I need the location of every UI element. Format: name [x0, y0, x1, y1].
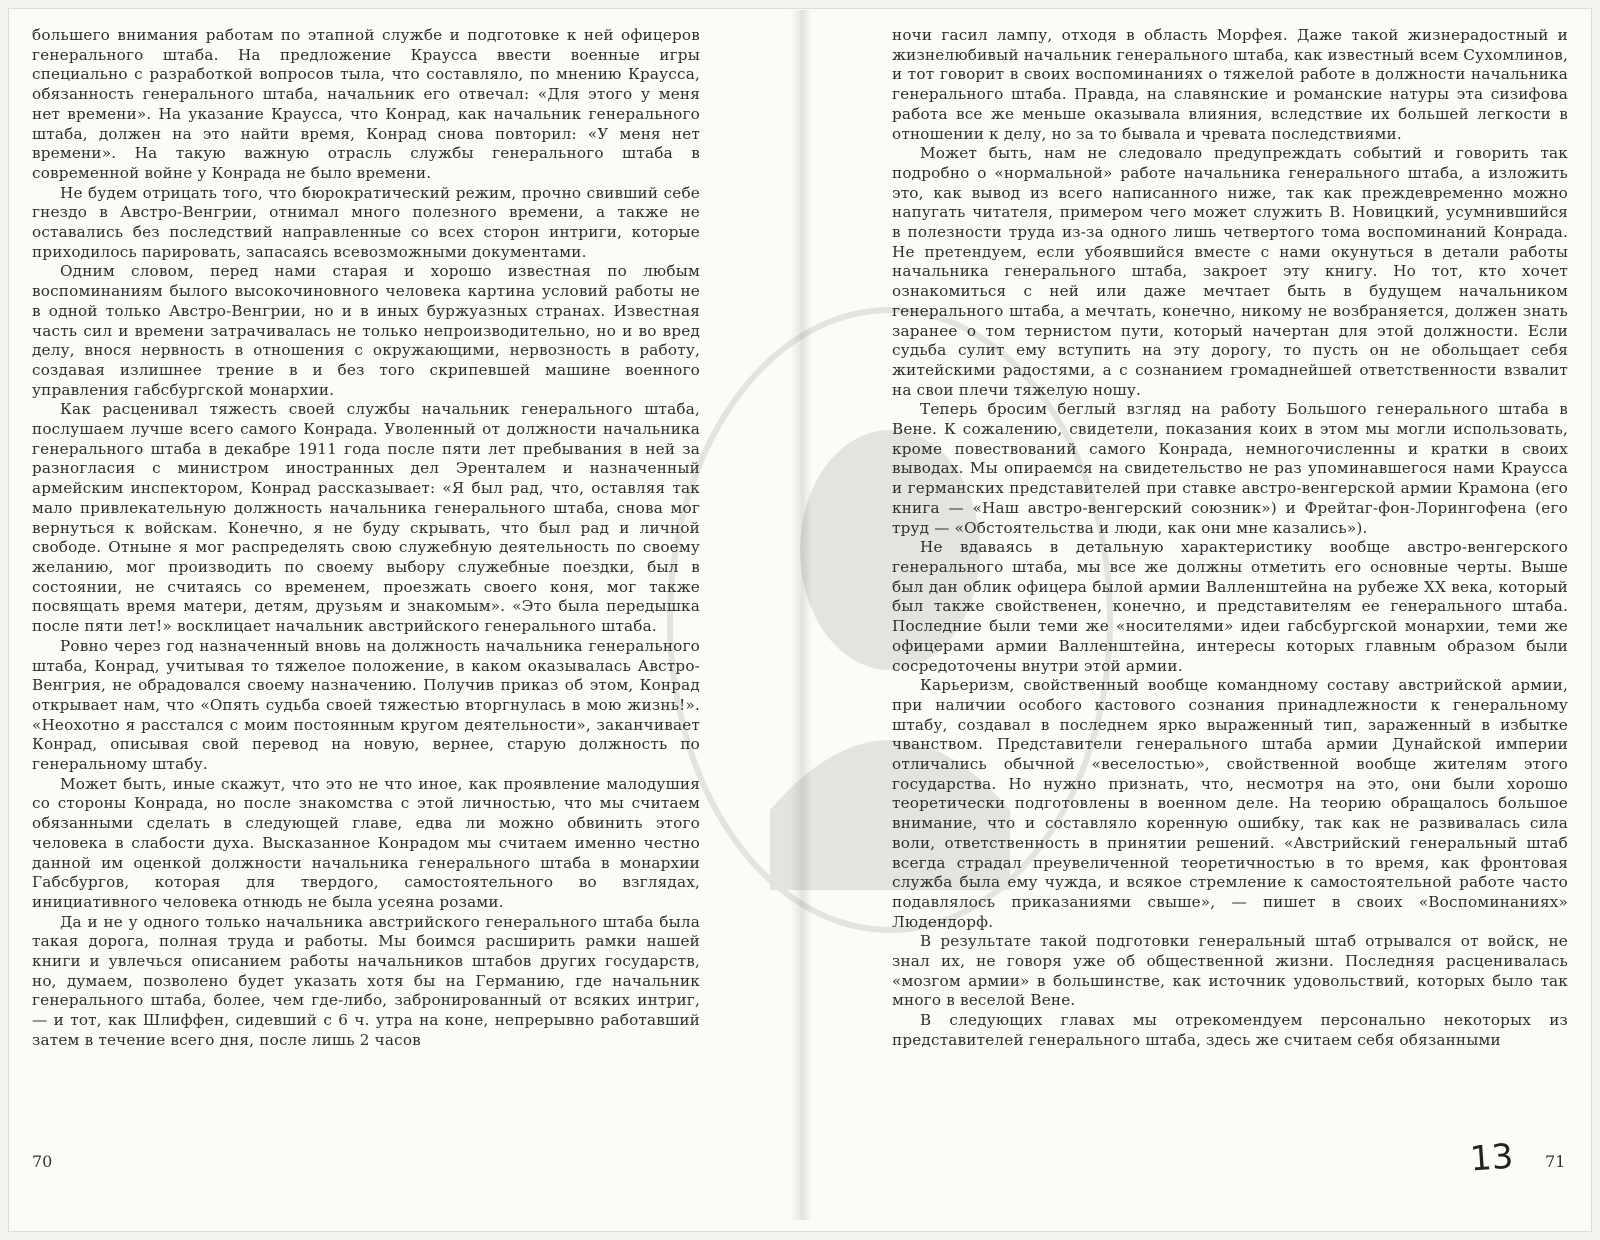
paragraph: Карьеризм, свойственный вообще командному составу австрийской армии, при наличии особого кастового сознания принадлежности к генеральному штабу, создавал в последнем ярко выраженный тип, зараженный в избытке чванством. Представители генерального штаба армии Дунайской империи отличались обычной «веселостью», свойственной вообще жителям этого государства. Но нужно признать, что, несмотря на это, они были хорошо теоретически подготовлены в военном деле. На теорию обращалось большое внимание, что и составляло коренную ошибку, так как не развивалась сила воли, ответственность в принятии решений. «Австрийский генеральный штаб всегда страдал преувеличенной теоретичностью в то время, как фронтовая служба была ему чужда, и всякое стремление к самостоятельной работе часто подавлялось приказаниями свыше», — пишет в своих «Воспоминаниях» Людендорф.	[892, 676, 1568, 931]
paragraph: В следующих главах мы отрекомендуем персонально некоторых из представителей генерального штаба, здесь же считаем себя обязанными	[892, 1011, 1568, 1049]
page-number-right: 71	[1545, 1152, 1566, 1171]
paragraph: Может быть, иные скажут, что это не что иное, как проявление малодушия со стороны Конрада, но после знакомства с этой личностью, что мы считаем обязанными сделать в следующей главе, едва ли можно обвинить этого человека в слабости духа. Высказанное Конрадом мы считаем именно честно данной им оценкой должности начальника генерального штаба в монархии Габсбургов, которая для твердого, самостоятельного во взглядах, инициативного человека отнюдь не была усеяна розами.	[32, 774, 700, 911]
book-gutter	[790, 10, 812, 1220]
left-page-text	[32, 26, 700, 1051]
paragraph: Может быть, нам не следовало предупреждать событий и говорить так подробно о «нормальной» работе начальника генерального штаба, а изложить это, как вывод из всего написанного ниже, так как преждевременно можно напугать читателя, примером чего может служить В. Новицкий, усумнившийся в полезности труда из-за одного лишь четвертого тома воспоминаний Конрада. Не претендуем, если убоявшийся вместе с нами окунуться в детали работы начальника генерального штаба, закроет эту книгу. Но тот, кто хочет ознакомиться с ней или даже мечтает быть в будущем начальником генерального штаба, а мечтать, конечно, никому не возбраняется, должен знать заранее о том тернистом пути, который начертан для этой должности. Если судьба сулит ему вступить на эту дорогу, то пусть он не обольщает себя житейскими радостями, а с сознанием громаднейшей ответственности взвалит на свои плечи тяжелую ношу.	[892, 144, 1568, 399]
left-page	[32, 26, 700, 1206]
paragraph: Как расценивал тяжесть своей службы начальник генерального штаба, послушаем лучше всего самого Конрада. Уволенный от должности начальника генерального штаба в декабре 1911 года после пяти лет пребывания в ней за разногласия с министром иностранных дел Эренталем и назначенный армейским инспектором, Конрад рассказывает: «Я был рад, что, оставляя так мало привлекательную должность начальника генерального штаба, снова мог вернуться к войскам. Конечно, я не буду скрывать, что был рад и личной свободе. Отныне я мог распределять свою служебную деятельность по своему желанию, мог производить по своему выбору служебные поездки, был в состоянии, не считаясь со временем, проезжать своего коня, мог также посвящать время матери, детям, друзьям и знакомым». «Это была передышка после пяти лет!» восклицает начальник австрийского генерального штаба.	[32, 400, 700, 636]
paragraph: Ровно через год назначенный вновь на должность начальника генерального штаба, Конрад, учитывая то тяжелое положение, в каком оказывалась Австро-Венгрия, не обрадовался своему назначению. Получив приказ об этом, Конрад открывает нам, что «Опять судьба своей тяжестью вторгнулась в мою жизнь!». «Неохотно я расстался с моим постоянным кругом деятельности», заканчивает Конрад, описывая свой перевод на новую, вернее, старую должность по генеральному штабу.	[32, 636, 700, 774]
paragraph: Не вдаваясь в детальную характеристику вообще австро-венгерского генерального штаба, мы все же должны отметить его основные черты. Выше был дан облик офицера былой армии Валленштейна на рубеже XX века, который был также свойственен, конечно, и представителям ее генерального штаба. Последние были теми же «носителями» идеи габсбургской монархии, теми же офицерами армии Валленштейна, интересы которых главным образом были сосредоточены внутри этой армии.	[892, 538, 1568, 675]
page-number-left: 70	[32, 1152, 53, 1171]
paragraph: В результате такой подготовки генеральный штаб отрывался от войск, не знал их, не говоря уже об общественной жизни. Последняя расценивалась «мозгом армии» в большинстве, как источник удовольствий, которых было так много в веселой Вене.	[892, 932, 1568, 1010]
handwritten-sheet-number: 13	[1468, 1136, 1515, 1180]
paragraph: Да и не у одного только начальника австрийского генерального штаба была такая дорога, полная труда и работы. Мы боимся расширить рамки нашей книги и увлечься описанием работы начальников штабов других государств, но, думаем, позволено будет указать хотя бы на Германию, где начальник генерального штаба, более, чем где-либо, забронированный от всяких интриг, — и тот, как Шлиффен, сидевший с 6 ч. утра на коне, непрерывно работавший затем в течение всего дня, после лишь 2 часов	[32, 912, 700, 1049]
right-page	[892, 26, 1568, 1206]
paragraph: Не будем отрицать того, что бюрократический режим, прочно свивший себе гнездо в Австро-Венгрии, отнимал много полезного времени, а также не оставались без последствий направленные со всех сторон интриги, которые приходилось парировать, запасаясь всевозможными документами.	[32, 183, 700, 261]
paragraph: Одним словом, перед нами старая и хорошо известная по любым воспоминаниям былого высокочиновного человека картина условий работы не в одной только Австро-Венгрии, но и в иных буржуазных странах. Известная часть сил и времени затрачивалась не только непроизводительно, но и во вред делу, внося нервность в отношения с окружающими, нервозность в работу, создавая излишнее трение в и без того скрипевшей машине военного управления габсбургской монархии.	[32, 262, 700, 399]
right-page-text	[892, 26, 1568, 1051]
paragraph: ночи гасил лампу, отходя в область Морфея. Даже такой жизнерадостный и жизнелюбивый начальник генерального штаба, как известный всем Сухомлинов, и тот говорит в своих воспоминаниях о тяжелой работе в должности начальника генерального штаба. Правда, на славянские и романские натуры эта сизифова работа все же меньше оказывала влияния, вследствие их большей легкости в отношении к делу, но за то бывала и чревата последствиями.	[892, 26, 1568, 143]
paragraph: большего внимания работам по этапной службе и подготовке к ней офицеров генерального штаба. На предложение Краусса ввести военные игры специально с разработкой вопросов тыла, что составляло, по мнению Краусса, обязанность генерального штаба, начальник его отвечал: «Для этого у меня нет времени». На указание Краусса, что Конрад, как начальник генерального штаба, должен на это найти время, Конрад снова повторил: «У меня нет времени». На такую важную отрасль службы генерального штаба в современной войне у Конрада не было времени.	[32, 26, 700, 182]
paragraph: Теперь бросим беглый взгляд на работу Большого генерального штаба в Вене. К сожалению, свидетели, показания коих в этом мы могли использовать, кроме повествований самого Конрада, немногочисленны и кратки в своих выводах. Мы опираемся на свидетельство не раз упоминавшегося нами Краусса и германских представителей при ставке австро-венгерской армии Крамона (его книга — «Наш австро-венгерский союзник») и Фрейтаг-фон-Лорингофена (его труд — «Обстоятельства и люди, как они мне казались»).	[892, 400, 1568, 537]
